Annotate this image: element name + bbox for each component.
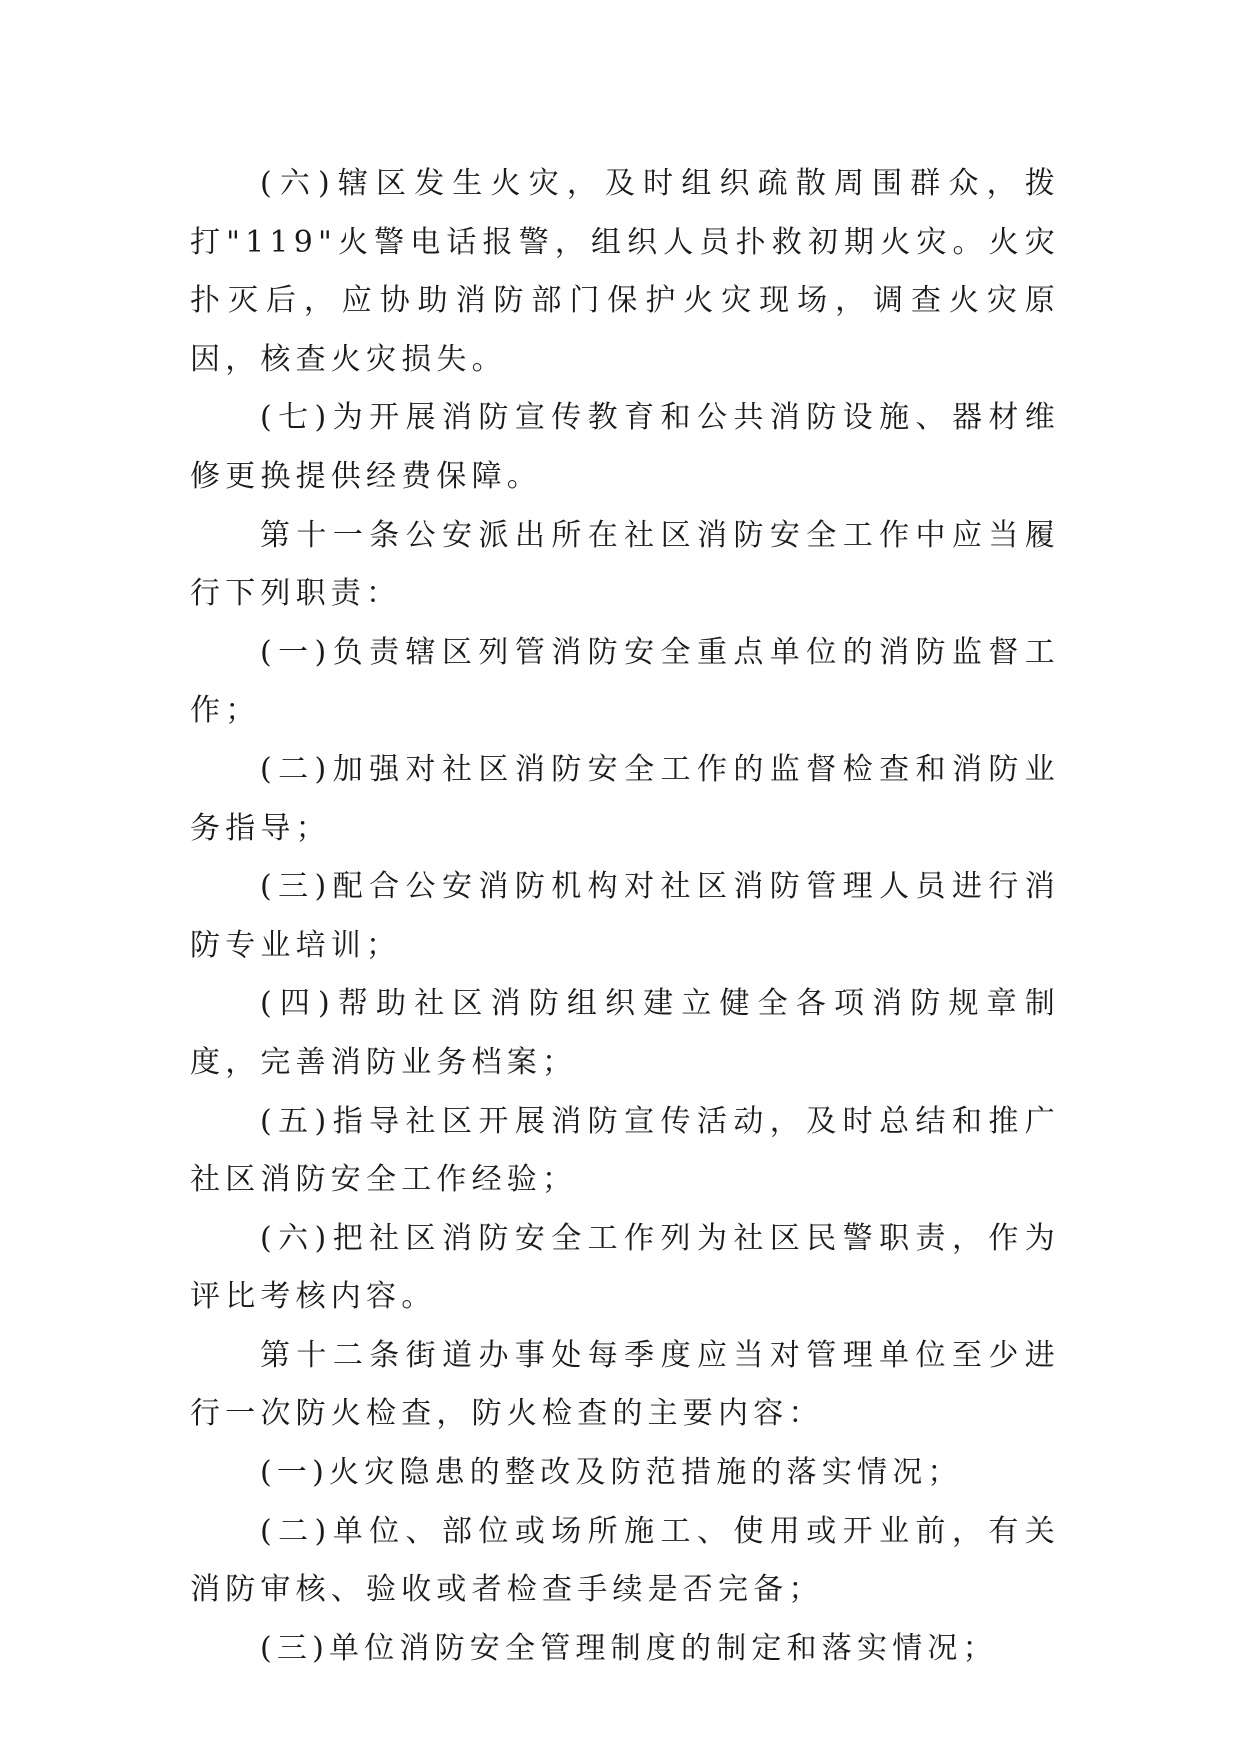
paragraph-item-6: (六)把社区消防安全工作列为社区民警职责，作为评比考核内容。	[190, 1220, 1060, 1315]
paragraph-item-1: (一)负责辖区列管消防安全重点单位的消防监督工作；	[190, 634, 1060, 729]
paragraph-fire-response: (六)辖区发生火灾，及时组织疏散周围群众，拨打"119"火警电话报警，组织人员扑救初期火灾。火灾扑灭后，应协助消防部门保护火灾现场，调查火灾原因，核查火灾损失。	[190, 166, 1060, 377]
paragraph-funding: (七)为开展消防宣传教育和公共消防设施、器材维修更换提供经费保障。	[190, 400, 1060, 494]
paragraph-item-4: (四)帮助社区消防组织建立健全各项消防规章制度，完善消防业务档案；	[190, 986, 1060, 1080]
paragraph-item-3: (三)配合公安消防机构对社区消防管理人员进行消防专业培训；	[190, 869, 1060, 963]
paragraph-article-12: 第十二条街道办事处每季度应当对管理单位至少进行一次防火检查，防火检查的主要内容：	[190, 1337, 1060, 1432]
paragraph-item-2: (二)加强对社区消防安全工作的监督检查和消防业务指导；	[190, 751, 1060, 846]
paragraph-check-3: (三)单位消防安全管理制度的制定和落实情况；	[260, 1630, 998, 1666]
paragraph-check-2: (二)单位、部位或场所施工、使用或开业前，有关消防审核、验收或者检查手续是否完备；	[190, 1513, 1060, 1608]
paragraph-check-1: (一)火灾隐患的整改及防范措施的落实情况；	[260, 1455, 963, 1491]
paragraph-article-11: 第十一条公安派出所在社区消防安全工作中应当履行下列职责：	[190, 517, 1060, 612]
document-body	[190, 155, 1060, 1678]
paragraph-item-5: (五)指导社区开展消防宣传活动，及时总结和推广社区消防安全工作经验；	[190, 1103, 1060, 1198]
